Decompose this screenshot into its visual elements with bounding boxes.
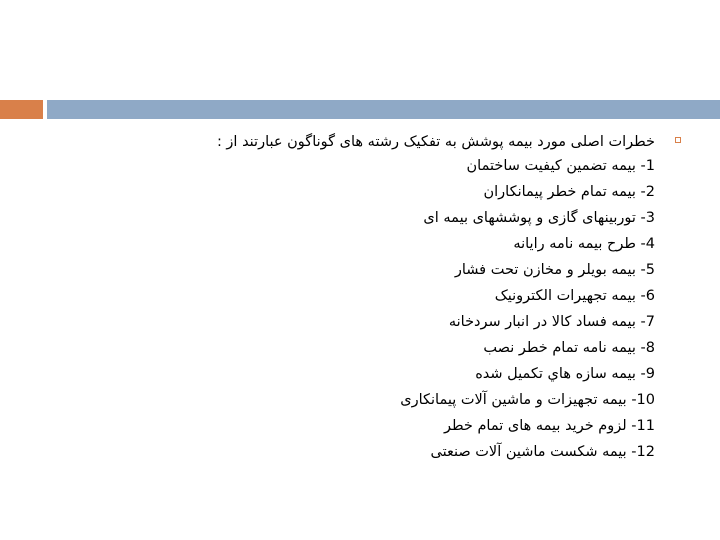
list-item: 5- بیمه بویلر و مخازن تحت فشار <box>454 262 655 278</box>
list-item: 1- بیمه تضمین کیفیت ساختمان <box>466 158 655 174</box>
list-item: 11- لزوم خرید بیمه های تمام خطر <box>443 418 655 434</box>
list-item: 4- طرح بیمه نامه رایانه <box>513 236 655 252</box>
list-item: 7- بیمه فساد کالا در انبار سردخانه <box>448 314 655 330</box>
slide-body <box>216 131 655 465</box>
list-item: 10- بیمه تجهیزات و ماشین آلات پیمانکاری <box>400 392 655 408</box>
header-accent-orange <box>0 100 43 119</box>
hazard-list <box>235 153 655 465</box>
list-item: 6- بیمه تجهیرات الکترونیک <box>494 288 655 304</box>
intro-paragraph <box>216 131 655 153</box>
list-item: 9- بیمه سازه هاي تکمیل شده <box>475 366 655 382</box>
list-item: 3- توربینهای گازی و پوششهای بیمه ای <box>423 210 655 226</box>
header-accent-blue <box>47 100 720 119</box>
intro-text: خطرات اصلی مورد بیمه پوشش به تفکیک رشته های گوناگون عبارتند از : <box>216 134 655 150</box>
list-item: 8- بیمه نامه تمام خطر نصب <box>483 340 655 356</box>
square-bullet-icon <box>675 137 681 143</box>
list-item: 12- بیمه شکست ماشین آلات صنعتی <box>430 444 655 460</box>
list-item: 2- بیمه تمام خطر پیمانکاران <box>483 184 655 200</box>
